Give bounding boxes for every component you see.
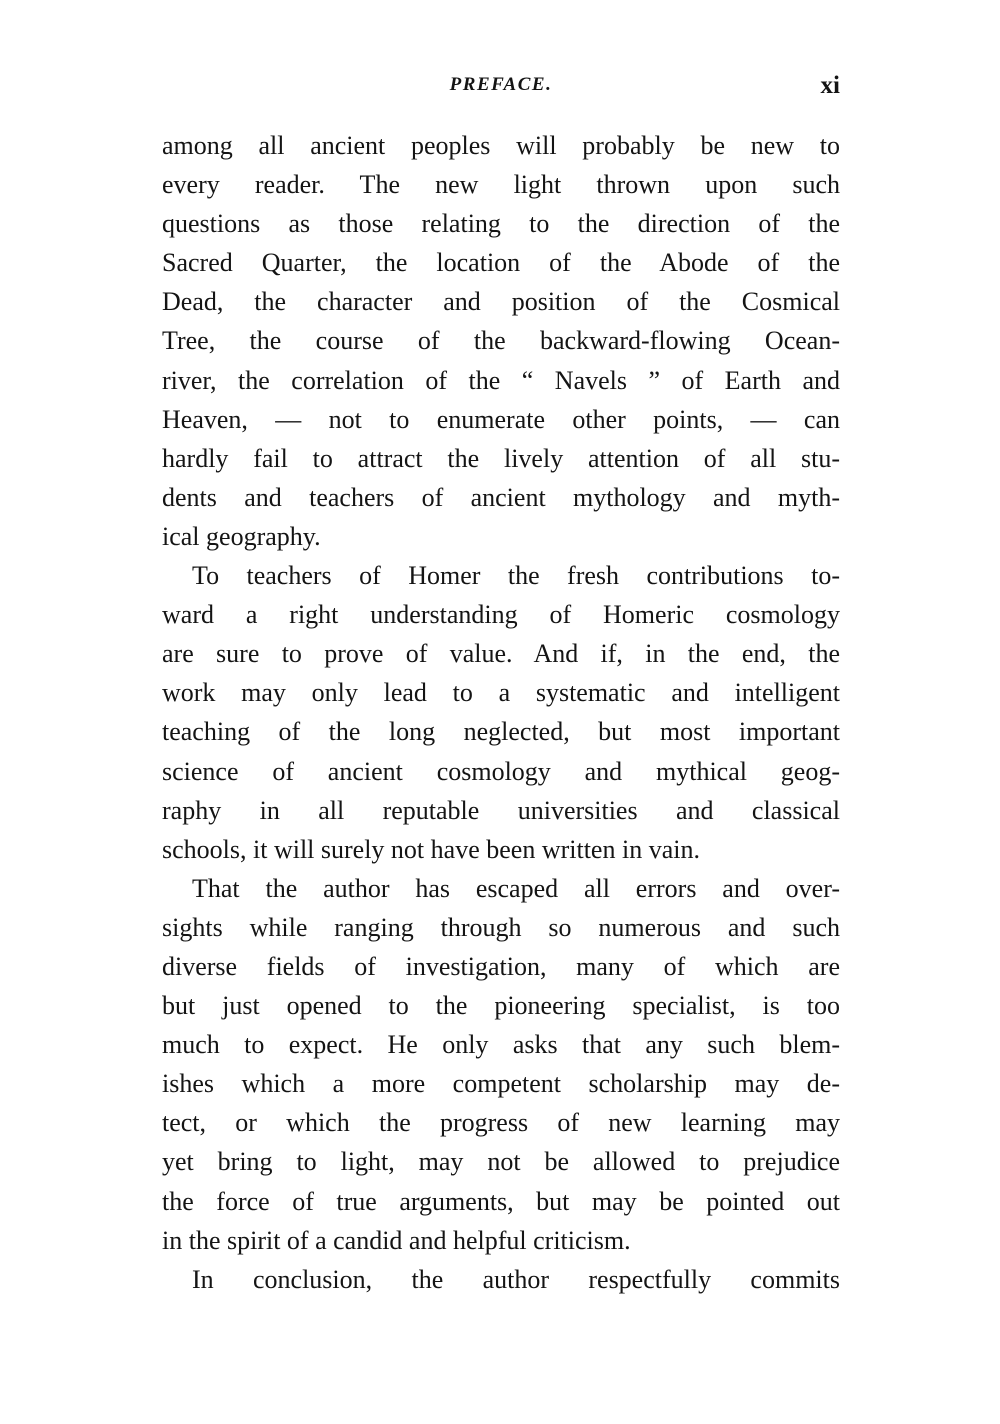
body-text	[162, 126, 840, 1299]
text-line: schools, it will surely not have been written in vain.	[162, 834, 700, 864]
text-line: Dead, the character and position of the Cosmical	[162, 287, 840, 317]
text-line: Tree, the course of the backward-flowing Ocean-	[162, 326, 840, 356]
text-line: diverse fields of investigation, many of which are	[162, 951, 840, 981]
text-line: the force of true arguments, but may be pointed out	[162, 1186, 840, 1216]
text-line: ishes which a more competent scholarship may de-	[162, 1069, 840, 1099]
running-title: PREFACE.	[449, 74, 553, 95]
text-line: teaching of the long neglected, but most important	[162, 717, 840, 747]
text-line: are sure to prove of value. And if, in the end, the	[162, 639, 840, 669]
text-line: science of ancient cosmology and mythical geog-	[162, 756, 840, 786]
text-line: much to expect. He only asks that any such blem-	[162, 1030, 840, 1060]
paragraph-first-line: That the author has escaped all errors and over-	[192, 873, 840, 903]
paragraph-first-line: In conclusion, the author respectfully commits	[192, 1264, 840, 1294]
page-number: xi	[820, 72, 840, 99]
text-line: but just opened to the pioneering specialist, is too	[162, 991, 840, 1021]
text-line: ical geography.	[162, 521, 321, 551]
text-line: hardly fail to attract the lively attention of all stu-	[162, 443, 840, 473]
text-line: river, the correlation of the “ Navels ” of Earth and	[162, 365, 840, 395]
text-line: every reader. The new light thrown upon such	[162, 170, 840, 200]
text-line: tect, or which the progress of new learning may	[162, 1108, 840, 1138]
text-line: raphy in all reputable universities and classical	[162, 795, 840, 825]
text-line: Sacred Quarter, the location of the Abode of the	[162, 248, 840, 278]
text-line: among all ancient peoples will probably be new to	[162, 131, 840, 160]
running-head	[162, 74, 840, 104]
text-line: questions as those relating to the direction of the	[162, 209, 840, 239]
text-line: Heaven, — not to enumerate other points, — can	[162, 404, 840, 434]
text-line: work may only lead to a systematic and intelligent	[162, 678, 840, 708]
text-line: sights while ranging through so numerous and such	[162, 912, 840, 942]
paragraph-first-line: To teachers of Homer the fresh contributions to-	[192, 561, 840, 591]
text-line: in the spirit of a candid and helpful criticism.	[162, 1225, 631, 1255]
text-line: ward a right understanding of Homeric cosmology	[162, 600, 840, 630]
text-line: yet bring to light, may not be allowed to prejudice	[162, 1147, 840, 1177]
text-line: dents and teachers of ancient mythology and myth-	[162, 482, 840, 512]
